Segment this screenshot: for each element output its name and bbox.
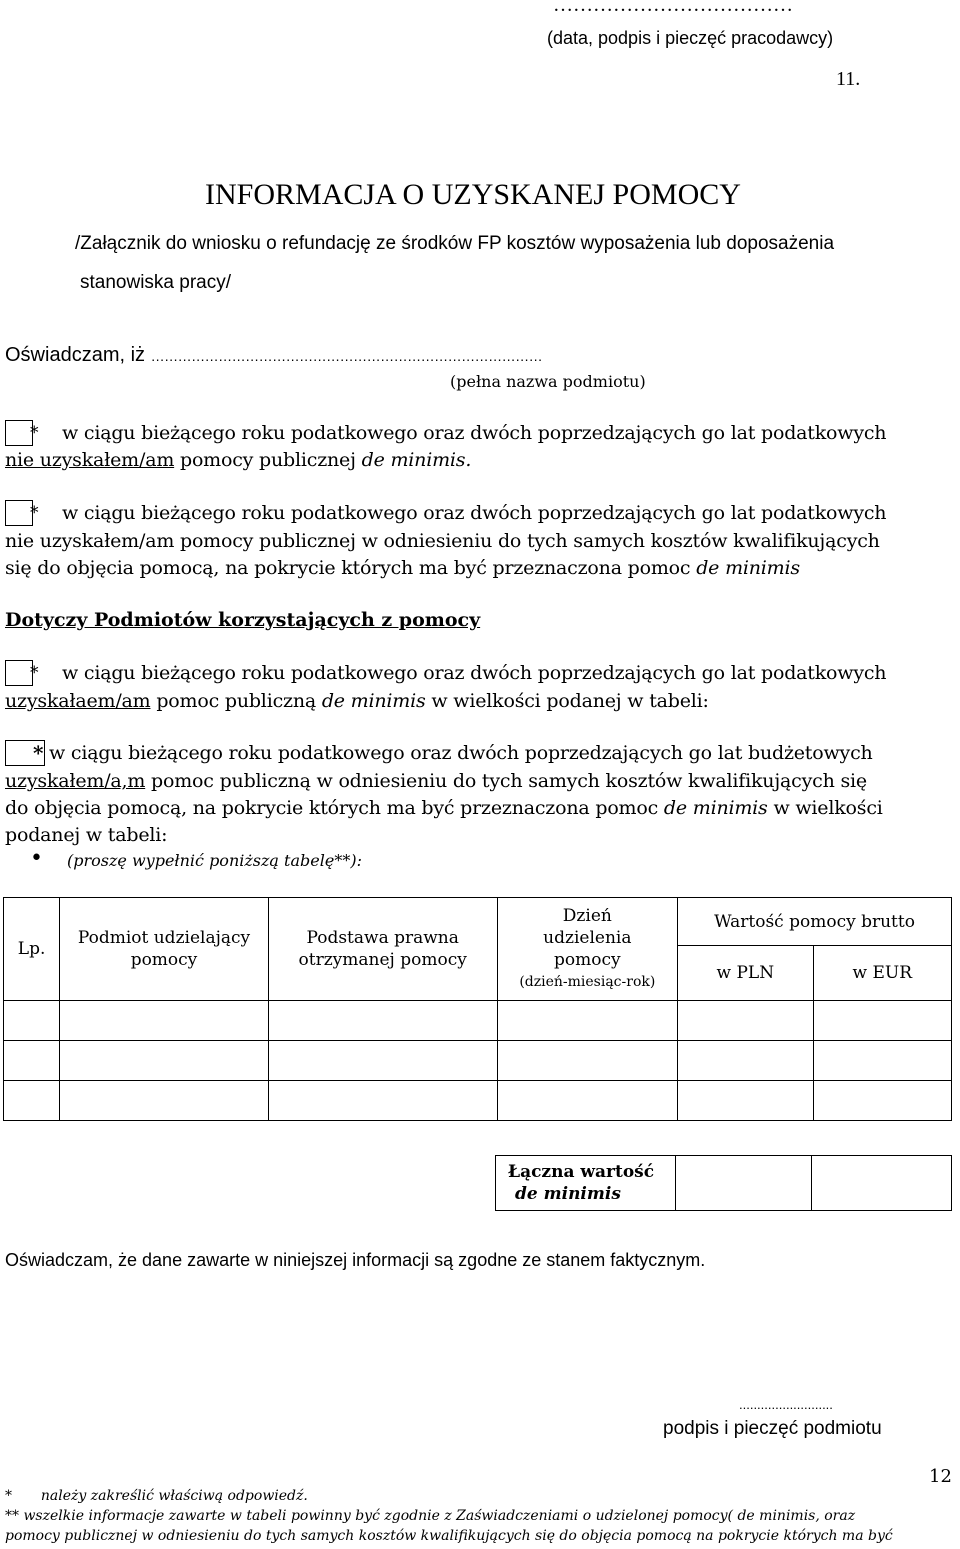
- footnote-2-line2: pomocy publicznej w odniesieniu do tych samych kosztów kwalifikujących się do objęcia pomocą na pokrycie których ma być: [5, 1528, 893, 1544]
- option4-line3: do objęcia pomocą, na pokrycie których ma być przeznaczona pomoc de minimis w wielkości: [5, 797, 883, 819]
- bullet-icon: •: [30, 846, 43, 871]
- section-number: 11.: [836, 68, 861, 90]
- final-statement: Oświadczam, że dane zawarte w niniejszej informacji są zgodne ze stanem faktycznym.: [5, 1250, 706, 1270]
- col-podstawa-header: Podstawa prawna otrzymanej pomocy: [268, 898, 497, 1001]
- col-wartosc-header: Wartość pomocy brutto: [678, 898, 952, 946]
- total-eur-cell[interactable]: [812, 1156, 952, 1211]
- table-row: [4, 1001, 952, 1041]
- page-subtitle-line1: /Załącznik do wniosku o refundację ze środków FP kosztów wyposażenia lub doposażenia: [75, 233, 835, 254]
- option2-checkbox[interactable]: *: [5, 500, 33, 526]
- col-dzien-header: Dzień udzielenia pomocy (dzień-miesiąc-rok): [497, 898, 678, 1001]
- total-pln-cell[interactable]: [675, 1156, 811, 1211]
- option1-checkbox[interactable]: *: [5, 420, 33, 446]
- total-table: [495, 1155, 952, 1211]
- option2-line1: w ciągu bieżącego roku podatkowego oraz dwóch poprzedzających go lat podatkowych: [62, 502, 887, 524]
- col-eur-header: w EUR: [813, 946, 951, 1001]
- option3-line2: uzyskałaem/am pomoc publiczną de minimis w wielkości podanej w tabeli:: [5, 690, 709, 712]
- table-row: [4, 1041, 952, 1081]
- option4-line4: podanej w tabeli:: [5, 824, 168, 846]
- option4-checkbox[interactable]: *: [5, 740, 45, 766]
- entity-name-caption: (pełna nazwa podmiotu): [450, 372, 646, 391]
- col-podmiot-header: Podmiot udzielający pomocy: [60, 898, 269, 1001]
- table-instruction: (proszę wypełnić poniższą tabelę**):: [67, 851, 362, 870]
- page-subtitle-line2: stanowiska pracy/: [80, 272, 232, 293]
- option2-line2: nie uzyskałem/am pomocy publicznej w odniesieniu do tych samych kosztów kwalifikujących: [5, 530, 880, 552]
- option1-line1: w ciągu bieżącego roku podatkowego oraz dwóch poprzedzających go lat podatkowych: [62, 422, 887, 444]
- total-label: Łączna wartość de minimis: [496, 1156, 676, 1211]
- option3-line1: w ciągu bieżącego roku podatkowego oraz dwóch poprzedzających go lat podatkowych: [62, 662, 887, 684]
- footnote-2-line1: ** wszelkie informacje zawarte w tabeli powinny być zgodnie z Zaświadczeniami o udzielonej pomocy( de minimis, oraz: [5, 1508, 856, 1524]
- declaration-prefix: Oświadczam, iż: [5, 344, 146, 366]
- option3-checkbox[interactable]: *: [5, 660, 33, 686]
- option4-line1: w ciągu bieżącego roku podatkowego oraz dwóch poprzedzających go lat budżetowych: [49, 742, 873, 764]
- option4-line2: uzyskałem/a,m pomoc publiczną w odniesieniu do tych samych kosztów kwalifikujących się: [5, 770, 867, 792]
- option2-line3: się do objęcia pomocą, na pokrycie których ma być przeznaczona pomoc de minimis: [5, 557, 800, 579]
- footer-signature-caption: podpis i pieczęć podmiotu: [663, 1418, 882, 1439]
- option1-line2: nie uzyskałem/am pomocy publicznej de minimis.: [5, 449, 472, 471]
- col-pln-header: w PLN: [678, 946, 813, 1001]
- col-lp-header: Lp.: [4, 898, 60, 1001]
- table-row: [4, 1081, 952, 1121]
- footer-signature-dots: ..........................: [739, 1397, 833, 1412]
- section-heading: Dotyczy Podmiotów korzystających z pomocy: [5, 609, 481, 631]
- employer-signature-caption: (data, podpis i pieczęć pracodawcy): [547, 28, 834, 48]
- aid-table: [3, 897, 952, 1121]
- page-number: 12: [929, 1466, 952, 1487]
- signature-dots: ………………………………: [553, 0, 793, 16]
- footnote-1: * należy zakreślić właściwą odpowiedź.: [5, 1488, 308, 1504]
- declaration-line: [5, 344, 542, 367]
- page-title: INFORMACJA O UZYSKANEJ POMOCY: [205, 178, 741, 211]
- declaration-dots: ……………………………………………………………………………: [150, 348, 543, 364]
